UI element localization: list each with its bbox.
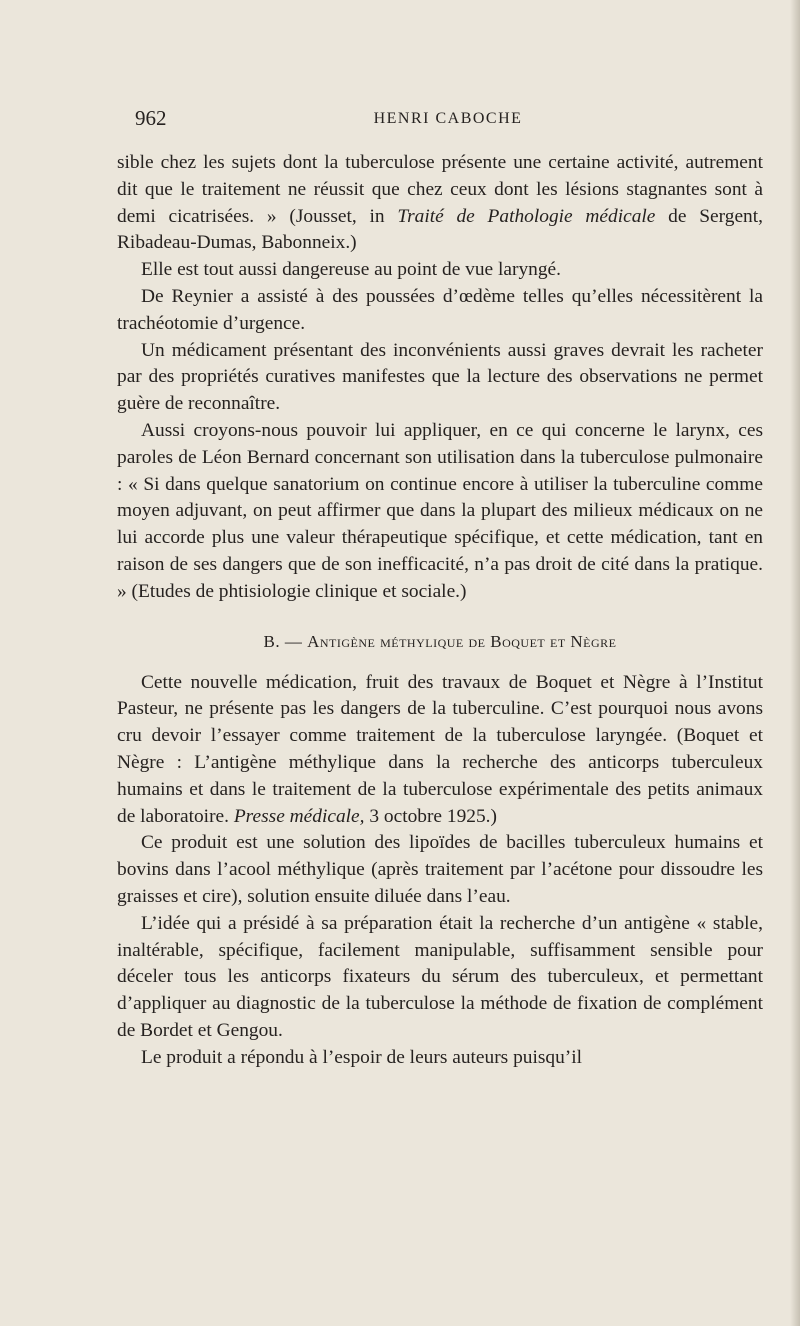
paragraph: L’idée qui a présidé à sa préparation était la recherche d’un antigène « stable, inaltérable, spécifique, facilement manipulable, suffisamment sensible pour déceler tous les anticorps fixateurs du sérum des tuberculeux, et permettant d’appliquer au diagnostic de la tuberculose la méthode de fixation de complément de Bordet et Gengou. [117, 912, 763, 1041]
section-title: Antigène méthylique de Boquet et Nègre [307, 631, 617, 651]
page-number: 962 [135, 106, 167, 130]
paragraph: Un médicament présentant des inconvénients aussi graves devrait les racheter par des propriétés curatives manifestes que la lecture des observations ne permet guère de reconnaître. [117, 339, 763, 415]
paragraph: Aussi croyons-nous pouvoir lui appliquer, en ce qui concerne le larynx, ces paroles de Léon Bernard concernant son utilisation dans la tuberculose pulmonaire : « Si dans quelque sanatorium on continue encore à utiliser la tuberculine comme moyen adjuvant, on peut affirmer que dans la plupart des milieux médicaux on ne lui accorde plus une valeur thérapeutique spécifique, et cette médication, tant en raison de ses dangers que de son inefficacité, n’a pas droit de cité dans la pratique. » (Etudes de phtisiologie clinique et sociale.) [117, 419, 763, 602]
section-heading: B. — Antigène méthylique de Boquet et Nègre [263, 631, 617, 651]
paragraph: De Reynier a assisté à des poussées d’œdème telles qu’elles nécessitèrent la trachéotomie d’urgence. [117, 285, 763, 334]
paragraph: Elle est tout aussi dangereuse au point de vue laryngé. [141, 259, 562, 281]
page-header [135, 106, 761, 136]
paragraph: Ce produit est une solution des lipoïdes de bacilles tuberculeux humains et bovins dans l’acool méthylique (après traitement par l’acétone pour dissoudre les graisses et cire), solution ensuite diluée dans l’eau. [117, 832, 763, 907]
paragraph: Cette nouvelle médication, fruit des travaux de Boquet et Nègre à l’Institut Pasteur, ne présente pas les dangers de la tuberculine. C’est pourquoi nous avons cru devoir l’essayer comme traitement de la tuberculose laryngée. (Boquet et Nègre : L’antigène méthylique dans la recherche des anticorps tuberculeux humains et dans le traitement de la tuberculose expérimentale des petits animaux de laboratoire. Presse médicale, 3 octobre 1925.) [117, 671, 763, 827]
running-head: HENRI CABOCHE [373, 110, 523, 127]
italic-title: Traité de Pathologie médicale [397, 205, 656, 227]
body-text [117, 150, 763, 1072]
paragraph: Le produit a répondu à l’espoir de leurs auteurs puisqu’il [141, 1046, 583, 1068]
italic-title: Presse médicale, [233, 805, 365, 827]
paragraph: sible chez les sujets dont la tuberculose présente une certaine activité, autrement dit que le traitement ne réussit que chez ceux dont les lésions stagnantes sont à demi cicatrisées. » (Jousset, in Traité de Pathologie médicale de Sergent, Ribadeau-Dumas, Babonneix.) [117, 152, 763, 254]
